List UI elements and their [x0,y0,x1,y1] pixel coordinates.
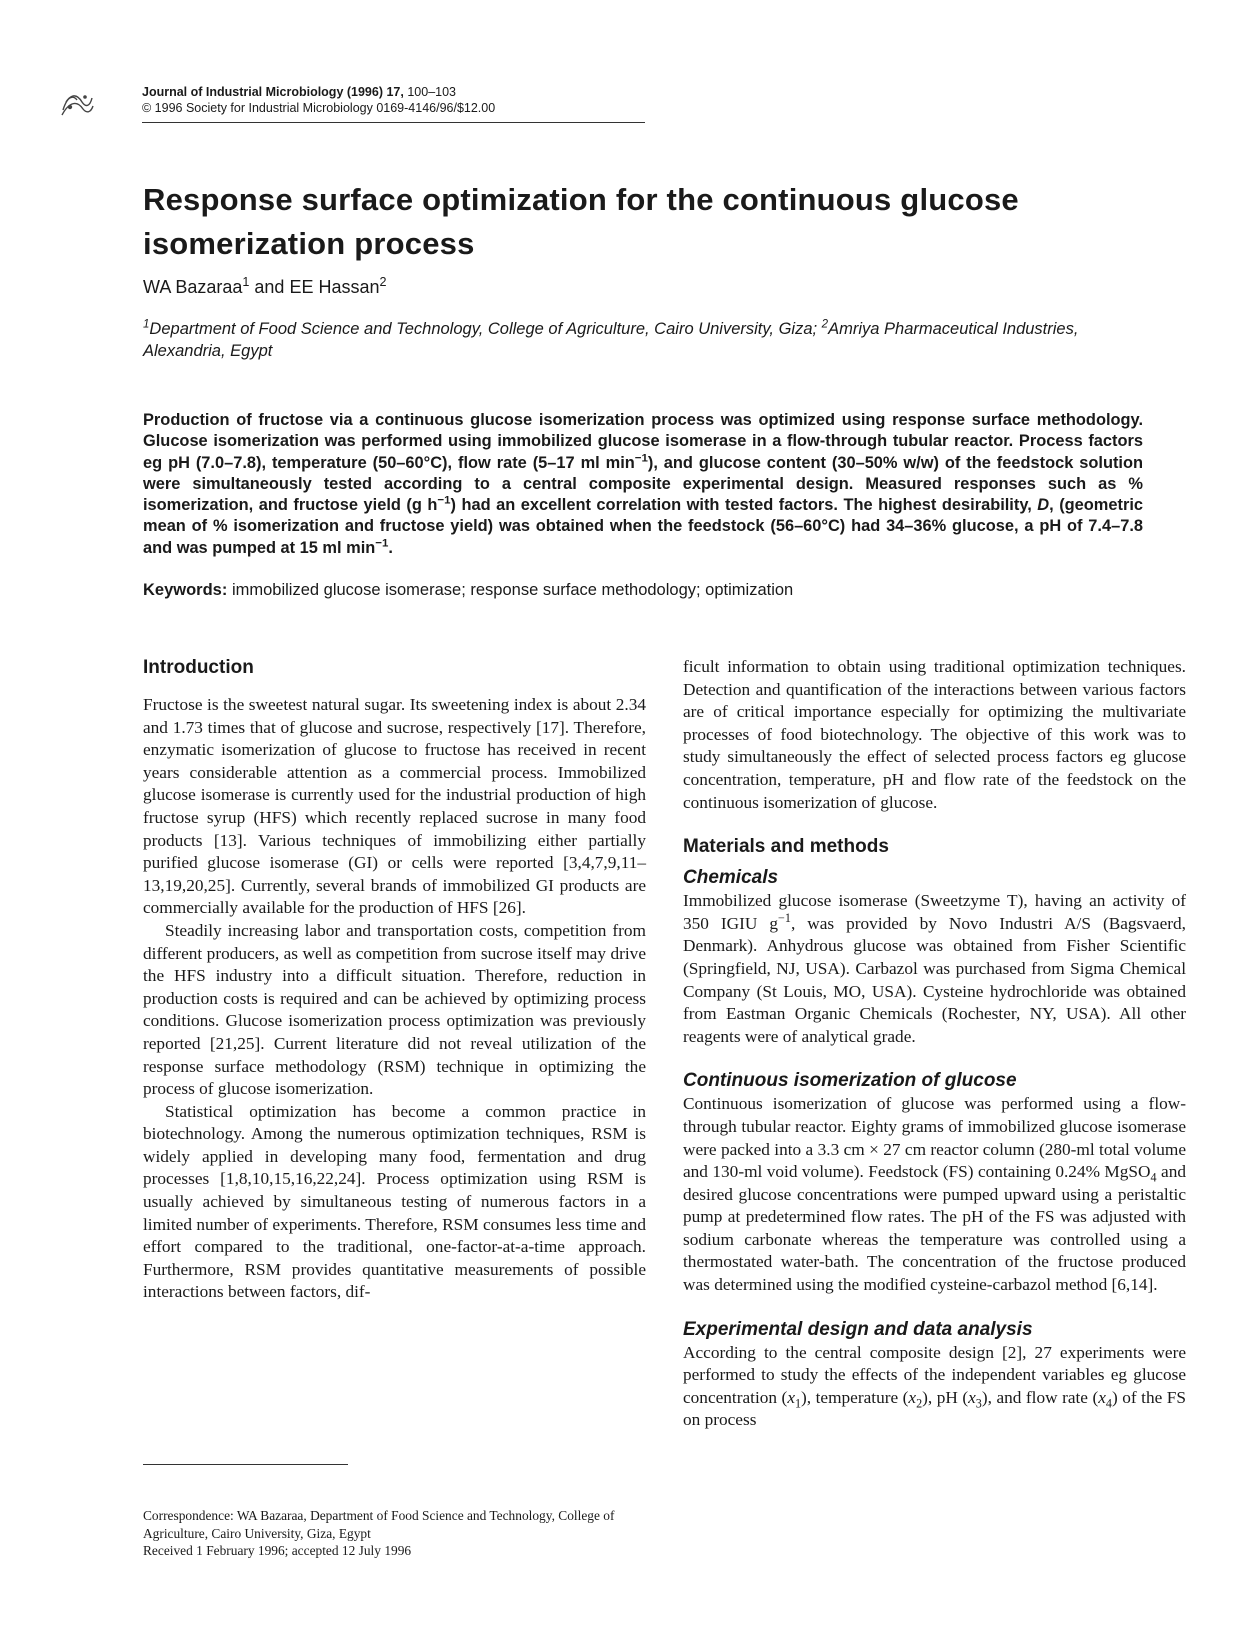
chemicals-sup: −1 [778,910,791,925]
introduction-heading: Introduction [143,657,254,678]
abstract-desirability-symbol: D [1037,496,1050,515]
chemicals-text-2: , was provided by Novo Industri A/S (Bagsvaerd, Denmark). Anhydrous glucose was obtained from Fisher Scientific (Springfield, NJ, USA). Carbazol was purchased from Sigma Chemical Company (St Louis, MO, USA). Cysteine hydrochloride was obtained from Eastman Organic Chemicals (Rochester, NY, USA). All other reagents were of analytical grade. [683,913,1186,1046]
materials-methods-heading: Materials and methods [683,836,889,858]
var-x2-sub: 2 [916,1396,923,1411]
footnote [143,1507,653,1560]
experimental-design-subheading: Experimental design and data analysis [683,1318,1033,1340]
affiliation-2: Amriya Pharmaceutical Industries, Alexandria, Egypt [143,320,1079,360]
authors-conjunction: and [249,277,290,297]
abstract-sup-2: −1 [437,494,451,507]
authors [143,275,387,299]
var-x4-sub: 4 [1105,1396,1112,1411]
journal-citation [142,84,456,100]
chemicals-text-1: Immobilized glucose isomerase (Sweetzyme T), having an activity of 350 IGIU g [683,891,1186,933]
exp-text-3: ), pH ( [922,1387,969,1407]
keywords-list: immobilized glucose isomerase; response surface methodology; optimization [227,581,794,599]
var-x1-sub: 1 [794,1396,802,1411]
affiliation-1: Department of Food Science and Technology, College of Agriculture, Cairo University, Giza; [149,320,822,338]
article-title: Response surface optimization for the continuous glucose isomerization process [143,182,1019,261]
author-1-affil-mark: 1 [242,275,250,289]
experimental-design-paragraph [683,1342,1186,1432]
author-1: WA Bazaraa [143,277,243,297]
intro-paragraph-1: Fructose is the sweetest natural sugar. Its sweetening index is about 2.34 and 1.73 times that of glucose and sucrose, respectively [17]. Therefore, enzymatic isomerization of glucose to fructose has received in recent years considerable attention as a commercial process. Immobilized glucose isomerase is currently used for the industrial production of high fructose syrup (HFS) which recently replaced sucrose in many food products [13]. Various techniques of immobilizing either partially purified glucose isomerase (GI) or cells were reported [3,4,7,9,11–13,19,20,25]. Currently, several brands of immobilized GI products are commercially available for the production of HFS [26]. [143,695,646,918]
abstract-sup-1: −1 [634,452,648,465]
keywords-label: Keywords: [143,581,228,599]
copyright-line: © 1996 Society for Industrial Microbiology 0169-4146/96/$12.00 [142,101,496,115]
var-x2: x [908,1387,917,1407]
right-column [683,656,1186,1432]
abstract-text-4: , (geometric mean of % isomerization and fructose yield) was obtained when the feedstock (56–60°C) had 34–36% glucose, a pH of 7.4–7.8 and was pumped at 15 ml min [143,496,1144,557]
affil-1-mark: 1 [143,318,150,331]
footnote-rule [143,1464,348,1465]
keywords [143,579,793,601]
exp-text-2: ), temperature ( [801,1387,909,1407]
intro-paragraph-4: ficult information to obtain using traditional optimization techniques. Detection and quantification of the interactions between various factors are of critical importance especially for optimizing the multivariate processes of food biotechnology. The objective of this work was to study simultaneously the effect of selected process factors eg glucose concentration, temperature, pH and flow rate of the feedstock on the continuous isomerization of glucose. [683,657,1186,812]
abstract-text-2: ), and glucose content (30–50% w/w) of the feedstock solution were simultaneously tested according to a central composite experimental design. Measured responses such as % isomerization, and fructose yield (g h [143,453,1143,515]
chemicals-subheading: Chemicals [683,867,779,889]
author-2: EE Hassan [289,277,380,297]
intro-paragraph-2: Steadily increasing labor and transportation costs, competition from different producers, as well as competition from sucrose itself may drive the HFS industry into a difficult situation. Therefore, reduction in production costs is required and can be achieved by optimizing process conditions. Glucose isomerization process optimization was previously reported [21,25]. Current literature did not reveal utilization of the response surface methodology (RSM) technique in optimizing the process of glucose isomerization. [143,920,646,1099]
abstract-sup-3: −1 [375,537,389,550]
var-x4: x [1098,1387,1106,1407]
received-dates: Received 1 February 1996; accepted 12 July 1996 [143,1543,412,1558]
exp-text-1: According to the central composite design [2], 27 experiments were performed to study the effects of the independent variables eg glucose concentration ( [683,1342,1186,1407]
abstract [143,410,1143,559]
var-x3-sub: 3 [975,1396,982,1411]
author-2-affil-mark: 2 [379,275,387,289]
chemicals-paragraph [683,890,1186,1048]
continuous-isomerization-paragraph [683,1093,1186,1296]
correspondence-note: Correspondence: WA Bazaraa, Department of Food Science and Technology, College of Agriculture, Cairo University, Giza, Egypt [143,1508,615,1541]
journal-name: Journal of Industrial Microbiology (1996) 17, [142,85,404,99]
abstract-text-1: Production of fructose via a continuous glucose isomerization process was optimized using response surface methodology. Glucose isomerization was performed using immobilized glucose isomerase in a flow-through tubular reactor. Process factors eg pH (7.0–7.8), temperature (50–60°C), flow rate (5–17 ml min [143,411,1143,472]
journal-pages: 100–103 [403,85,456,99]
continuous-text-1: Continuous isomerization of glucose was performed using a flow-through tubular reactor. Eighty grams of immobilized glucose isomerase were packed into a 3.3 cm × 27 cm reactor column (280-ml total volume and 130-ml void volume). Feedstock (FS) containing 0.24% MgSO [683,1094,1186,1182]
abstract-text-3: ) had an excellent correlation with tested factors. The highest desirability, [450,496,1038,515]
mgso4-subscript: 4 [1150,1170,1157,1185]
header-rule [142,122,645,123]
affil-2-mark: 2 [821,318,829,331]
publisher-logo-icon [60,88,94,118]
abstract-text-5: . [388,538,393,557]
exp-text-4: ), and flow rate ( [981,1387,1099,1407]
var-x3: x [968,1387,976,1407]
continuous-isomerization-subheading: Continuous isomerization of glucose [683,1070,1017,1092]
exp-text-5: ) of the FS on process [683,1387,1186,1430]
continuous-text-2: and desired glucose concentrations were pumped upward using a peristaltic pump at predetermined flow rates. The pH of the FS was adjusted with sodium carbonate whereas the temperature was controlled using a thermostated water-bath. The concentration of the fructose produced was determined using the modified cysteine-carbazol method [6,14]. [683,1162,1186,1295]
affiliations [143,318,1143,362]
intro-paragraph-3: Statistical optimization has become a common practice in biotechnology. Among the numerous optimization techniques, RSM is widely applied in developing many food, fermentation and drug processes [1,8,10,15,16,22,24]. Process optimization using RSM is usually achieved by simultaneous testing of numerous factors in a limited number of experiments. Therefore, RSM consumes less time and effort compared to the traditional, one-factor-at-a-time approach. Furthermore, RSM provides quantitative measurements of possible interactions between factors, dif- [143,1101,646,1302]
var-x1: x [787,1387,795,1407]
left-column [143,656,646,1304]
